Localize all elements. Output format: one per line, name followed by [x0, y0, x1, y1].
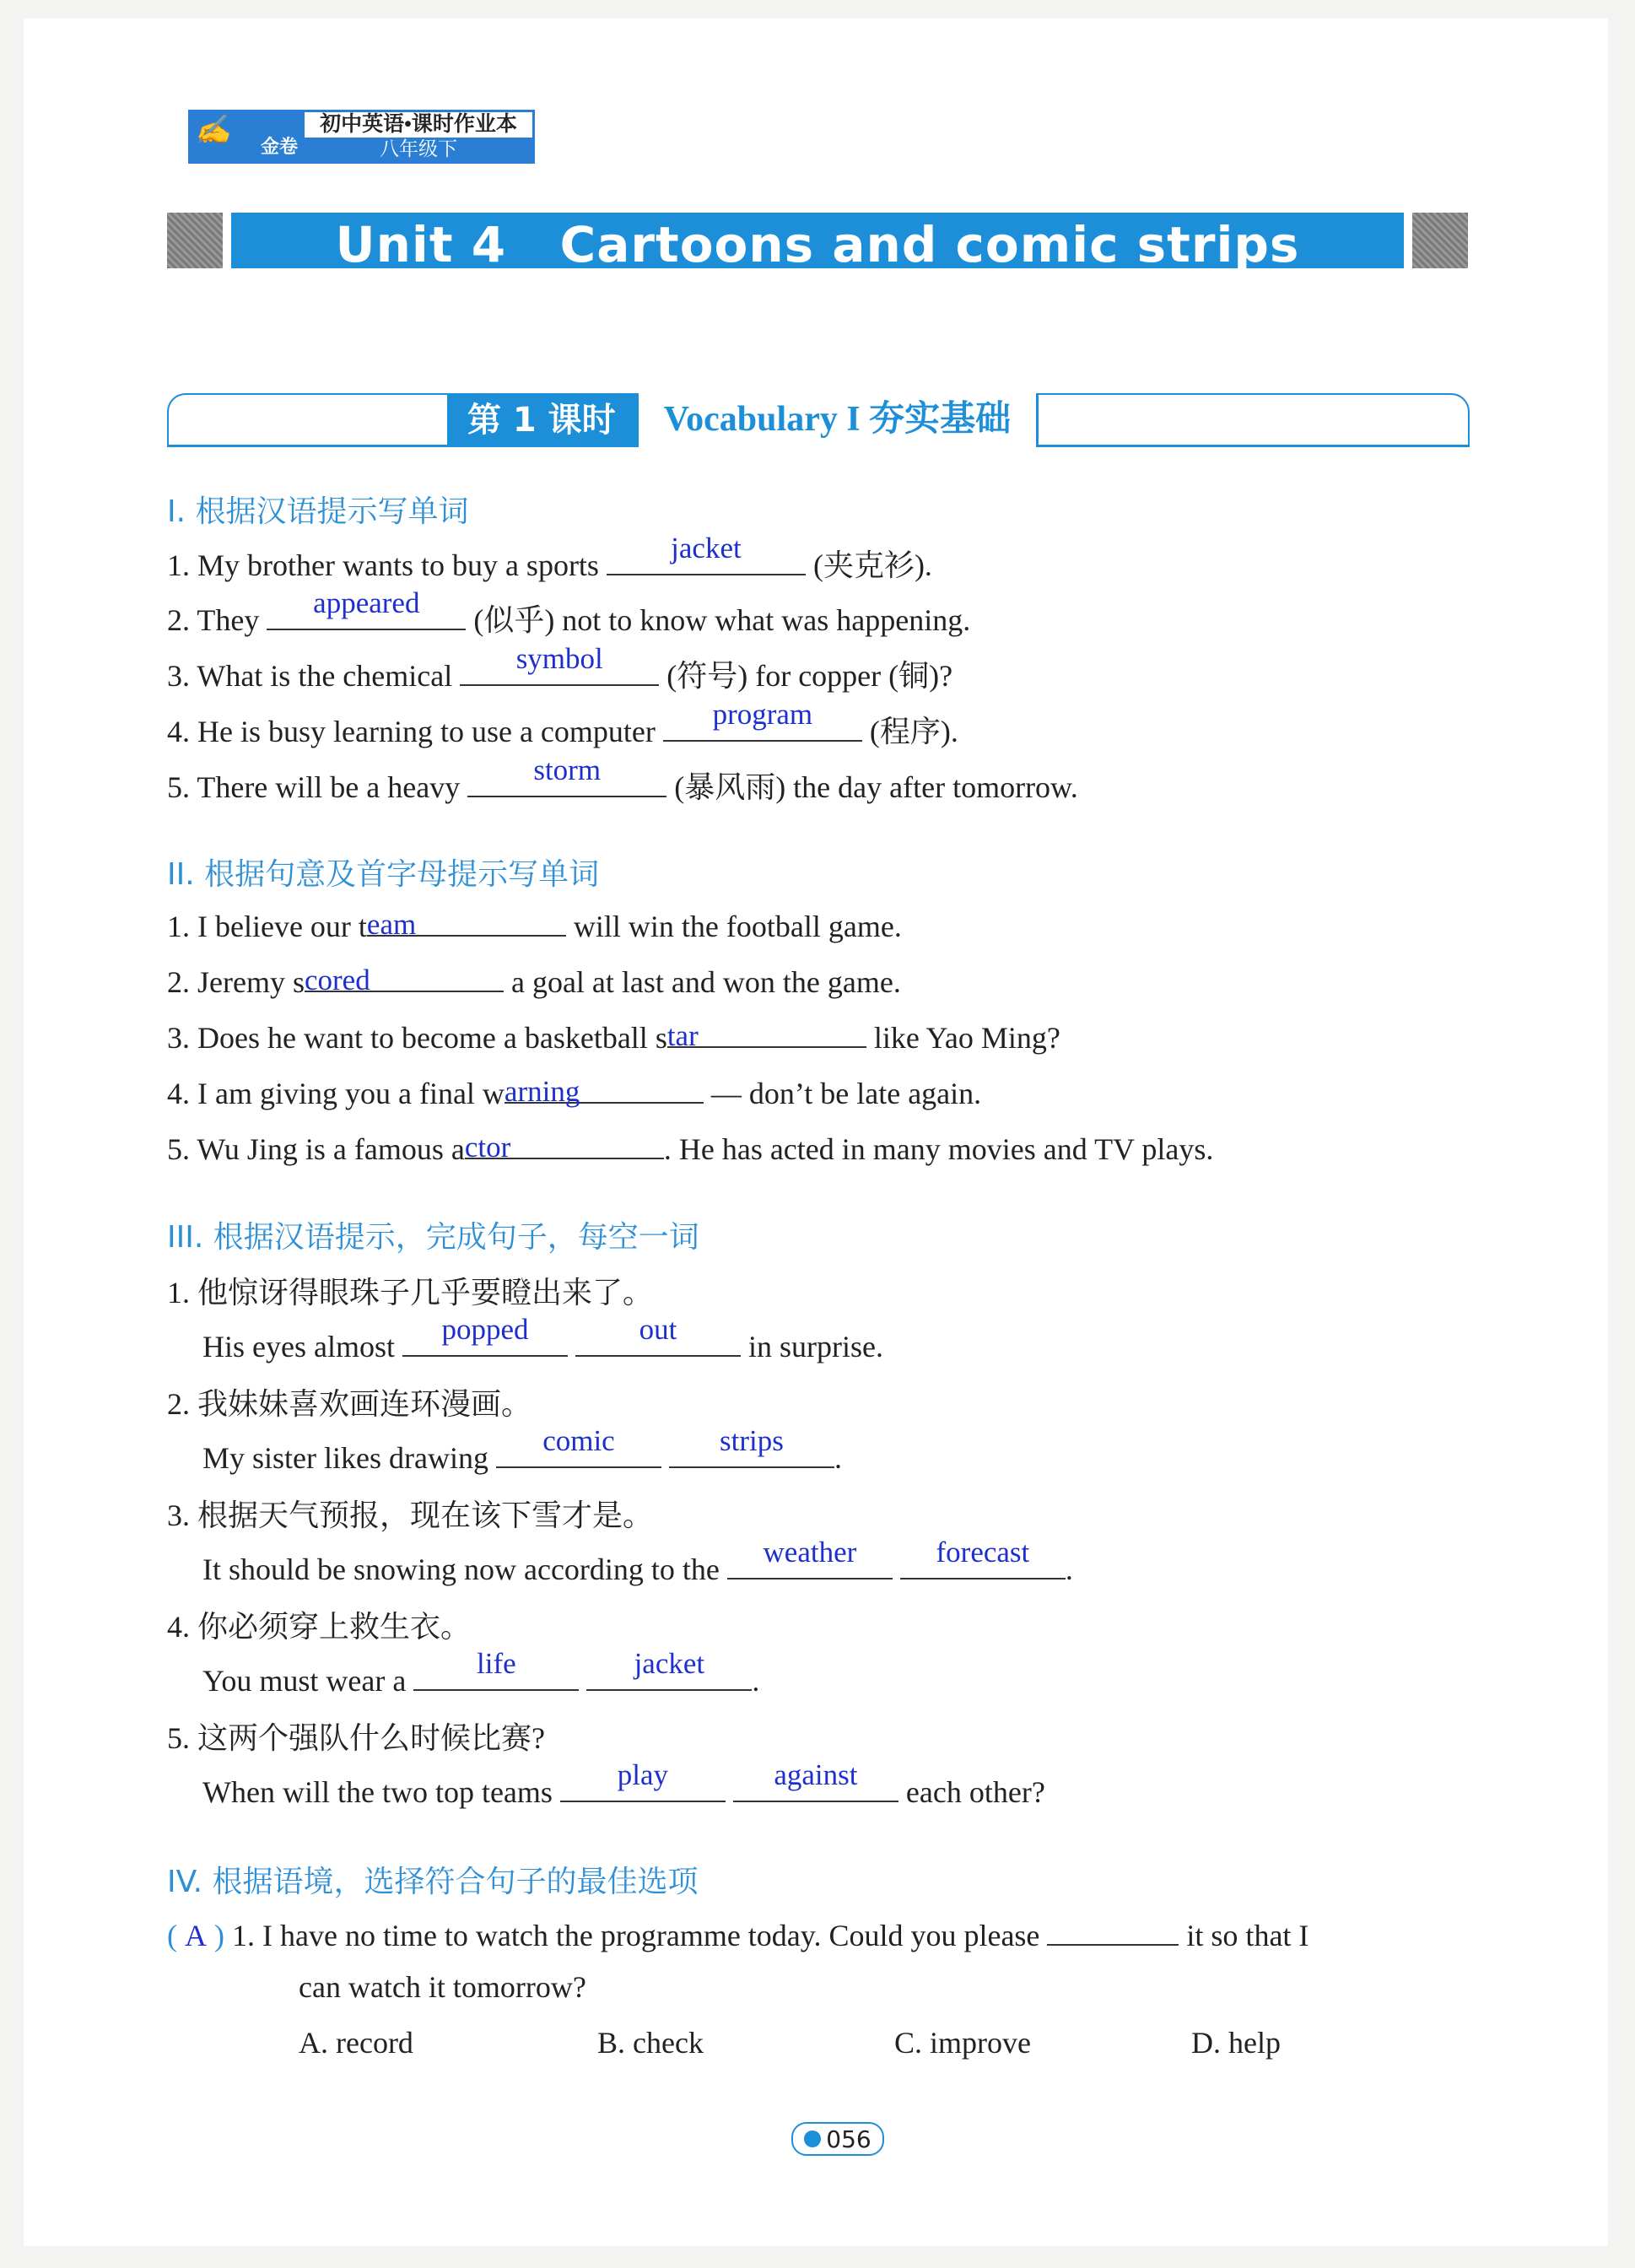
- book-title: 初中英语•课时作业本: [320, 113, 517, 136]
- answer-blank: popped: [402, 1325, 568, 1357]
- answer-blank: life: [413, 1659, 579, 1691]
- section-4-question-cont: can watch it tomorrow?: [299, 1970, 586, 2004]
- answer-blank: appeared: [267, 598, 466, 630]
- answer-blank: arning: [505, 1072, 704, 1104]
- answer-blank: forecast: [900, 1547, 1066, 1580]
- section-3-cn-prompt: 2. 我妹妹喜欢画连环漫画。: [167, 1387, 532, 1421]
- answer-blank: play: [560, 1770, 726, 1802]
- brand-logo-mark-icon: ✍: [195, 113, 231, 147]
- grade-label: 八年级下: [305, 138, 532, 161]
- unit-banner: [167, 213, 1468, 273]
- answer-blank: jacket: [607, 543, 806, 575]
- section-3-cn-prompt: 3. 根据天气预报，现在该下雪才是。: [167, 1498, 654, 1532]
- option-d: D. help: [1191, 2026, 1281, 2060]
- page-dot-icon: [804, 2130, 821, 2147]
- section-2-item: 4. I am giving you a final w arning — don’t be late again.: [167, 1072, 981, 1111]
- page-number: 056: [791, 2122, 884, 2156]
- answer-blank: [1047, 1914, 1179, 1946]
- section-4-heading: IV. 根据语境，选择符合句子的最佳选项: [167, 1865, 699, 1899]
- section-3-item: You must wear a life jacket .: [202, 1647, 760, 1698]
- answer-blank: ctor: [465, 1127, 664, 1159]
- answer-blank: symbol: [460, 654, 659, 686]
- option-b: B. check: [597, 2026, 704, 2060]
- lesson-number: 第 1 课时: [447, 393, 636, 447]
- brand-title-box: [305, 110, 535, 164]
- answer-blank: against: [733, 1770, 898, 1802]
- section-3-item: When will the two top teams play against each other?: [202, 1758, 1045, 1809]
- brand-logo: [188, 110, 305, 164]
- selected-choice: A: [185, 1919, 207, 1952]
- section-1-item: 2. They appeared (似乎) not to know what was happening.: [167, 586, 971, 637]
- answer-blank: comic: [496, 1436, 661, 1468]
- answer-blank: strips: [669, 1436, 834, 1468]
- answer-blank: weather: [727, 1547, 893, 1580]
- section-1-item: 4. He is busy learning to use a computer program (程序).: [167, 698, 958, 748]
- brand-logo-text: 金卷: [260, 137, 298, 158]
- lesson-name: Vocabulary I 夯实基础: [636, 393, 1039, 447]
- section-2-item: 2. Jeremy s cored a goal at last and won the game.: [167, 960, 901, 1000]
- lesson-tab: [447, 393, 1039, 447]
- section-2-item: 3. Does he want to become a basketball s tar like Yao Ming?: [167, 1016, 1060, 1056]
- brand-header: [188, 110, 535, 164]
- section-4-question: ( A ) 1. I have no time to watch the programme today. Could you please it so that I: [167, 1914, 1309, 1953]
- answer-blank: storm: [467, 765, 666, 797]
- section-2-item: 5. Wu Jing is a famous a ctor . He has acted in many movies and TV plays.: [167, 1127, 1213, 1167]
- section-1-item: 5. There will be a heavy storm (暴风雨) the day after tomorrow.: [167, 753, 1078, 804]
- workbook-page: [24, 19, 1608, 2246]
- section-2-item: 1. I believe our t eam will win the football game.: [167, 904, 902, 944]
- answer-blank: jacket: [586, 1659, 752, 1691]
- answer-blank: program: [663, 710, 862, 742]
- answer-blank: tar: [667, 1016, 866, 1048]
- section-3-cn-prompt: 5. 这两个强队什么时候比赛?: [167, 1721, 545, 1755]
- answer-blank: cored: [305, 960, 504, 992]
- answer-blank: out: [575, 1325, 741, 1357]
- section-3-item: It should be snowing now according to the weather forecast .: [202, 1536, 1073, 1586]
- answer-blank: eam: [367, 904, 566, 937]
- section-2-heading: II. 根据句意及首字母提示写单词: [167, 857, 600, 892]
- section-1-heading: I. 根据汉语提示写单词: [167, 494, 469, 529]
- option-a: A. record: [299, 2026, 413, 2060]
- section-3-heading: III. 根据汉语提示，完成句子，每空一词: [167, 1220, 699, 1255]
- section-3-item: My sister likes drawing comic strips .: [202, 1424, 842, 1475]
- unit-title: Unit 4 Cartoons and comic strips: [335, 216, 1300, 273]
- section-1-item: 1. My brother wants to buy a sports jacket (夹克衫).: [167, 532, 932, 582]
- section-3-cn-prompt: 4. 你必须穿上救生衣。: [167, 1610, 472, 1644]
- lesson-header: [167, 393, 1470, 447]
- section-3-cn-prompt: 1. 他惊讶得眼珠子几乎要瞪出来了。: [167, 1276, 654, 1310]
- option-c: C. improve: [894, 2026, 1031, 2060]
- section-3-item: His eyes almost popped out in surprise.: [202, 1313, 883, 1364]
- section-1-item: 3. What is the chemical symbol (符号) for copper (铜)?: [167, 642, 953, 693]
